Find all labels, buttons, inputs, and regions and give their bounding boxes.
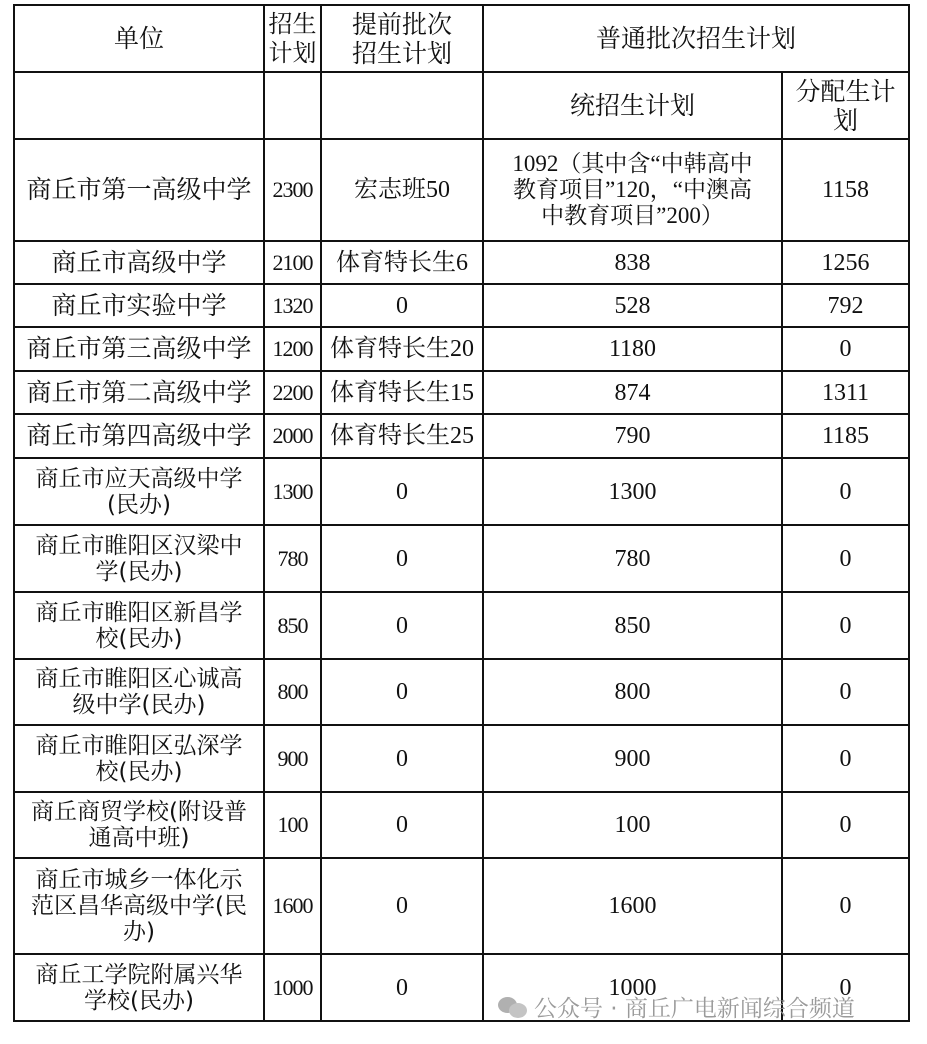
allocation-cell: 0 [782,659,909,725]
table-row [14,414,909,458]
quota-cell: 800 [264,659,321,725]
unit-cell-line: 商丘商贸学校(附设普 [31,799,247,825]
header-empty-cell [321,72,483,139]
unit-cell-line: 学校(民办) [84,987,194,1014]
table-row [14,139,909,241]
unit-cell-line: 级中学(民办) [72,692,206,718]
unit-cell [14,592,264,659]
unit-cell [14,792,264,858]
header-early-line1: 提前批次 [351,9,452,39]
unit-cell-line: 办) [123,919,155,945]
unified-cell: 1600 [483,858,782,954]
table-row [14,592,909,659]
unified-cell-line: 中教育项目”200） [541,203,724,228]
quota-cell: 900 [264,725,321,792]
unit-cell-line: 商丘市睢阳区汉梁中 [35,532,243,559]
unit-cell-line: 商丘市应天高级中学 [35,465,243,492]
early-batch-cell: 0 [321,525,483,592]
unit-cell: 商丘市高级中学 [14,241,264,284]
table-row [14,659,909,725]
allocation-cell: 0 [782,458,909,525]
unit-cell [14,954,264,1021]
unit-cell [14,525,264,592]
allocation-cell: 1185 [782,414,909,458]
table-row [14,458,909,525]
quota-cell: 100 [264,792,321,858]
unified-cell: 790 [483,414,782,458]
unit-cell [14,659,264,725]
header-early-line2: 招生计划 [351,38,452,68]
quota-cell: 1300 [264,458,321,525]
unit-cell: 商丘市实验中学 [14,284,264,327]
early-batch-cell: 0 [321,954,483,1021]
header-unified: 统招生计划 [483,72,782,139]
early-batch-cell: 0 [321,458,483,525]
early-batch-cell: 体育特长生20 [321,327,483,371]
unit-cell-line: 商丘市睢阳区弘深学 [35,732,243,759]
header-row-2 [14,72,909,139]
header-quota-line2: 计划 [268,38,317,67]
allocation-cell: 0 [782,858,909,954]
unified-cell: 838 [483,241,782,284]
unit-cell-line: (民办) [107,491,171,518]
unit-cell [14,858,264,954]
watermark [498,990,855,1023]
early-batch-cell: 0 [321,792,483,858]
unit-cell-line: 学(民办) [95,558,183,585]
early-batch-cell: 0 [321,725,483,792]
unit-cell: 商丘市第四高级中学 [14,414,264,458]
early-batch-cell: 0 [321,284,483,327]
quota-cell: 1000 [264,954,321,1021]
unified-cell: 850 [483,592,782,659]
quota-cell: 2200 [264,371,321,414]
unit-cell [14,725,264,792]
table-row [14,327,909,371]
quota-cell: 2300 [264,139,321,241]
allocation-cell: 0 [782,725,909,792]
quota-cell: 1200 [264,327,321,371]
header-quota-line1: 招生 [268,9,317,38]
early-batch-cell: 体育特长生25 [321,414,483,458]
unit-cell: 商丘市第一高级中学 [14,139,264,241]
header-empty-cell [264,72,321,139]
header-quota [264,5,321,72]
table-row [14,284,909,327]
wechat-icon [498,995,528,1019]
allocation-cell: 0 [782,327,909,371]
table-row [14,792,909,858]
allocation-cell: 1311 [782,371,909,414]
table-row [14,858,909,954]
unified-cell: 874 [483,371,782,414]
header-alloc-line2: 划 [832,105,858,135]
enrollment-plan-table [13,4,910,1022]
quota-cell: 2100 [264,241,321,284]
unified-cell: 900 [483,725,782,792]
unit-cell-line: 通高中班) [88,825,190,851]
allocation-cell: 1158 [782,139,909,241]
early-batch-cell: 0 [321,659,483,725]
early-batch-cell: 体育特长生6 [321,241,483,284]
unified-cell: 1000 [483,954,782,1021]
unit-cell-line: 商丘市睢阳区心诚高 [35,666,243,692]
header-early-batch [321,5,483,72]
header-empty-cell [14,72,264,139]
unified-cell: 100 [483,792,782,858]
unit-cell-line: 校(民办) [95,758,183,785]
unit-cell-line: 范区昌华高级中学(民 [31,893,247,919]
unit-cell-line: 校(民办) [95,625,183,652]
table-row [14,525,909,592]
unit-cell [14,458,264,525]
unified-cell: 800 [483,659,782,725]
quota-cell: 780 [264,525,321,592]
header-regular-batch: 普通批次招生计划 [483,5,909,72]
unified-cell: 780 [483,525,782,592]
header-row-1 [14,5,909,72]
early-batch-cell: 0 [321,858,483,954]
unit-cell-line: 商丘市睢阳区新昌学 [35,599,243,626]
unit-cell-line: 商丘工学院附属兴华 [35,961,243,988]
unified-cell: 528 [483,284,782,327]
unified-cell-line: 1092（其中含“中韩高中 [512,151,753,176]
unified-cell: 1180 [483,327,782,371]
header-unit: 单位 [14,5,264,72]
allocation-cell: 0 [782,592,909,659]
unified-cell: 1300 [483,458,782,525]
allocation-cell: 792 [782,284,909,327]
allocation-cell: 0 [782,525,909,592]
early-batch-cell: 宏志班50 [321,139,483,241]
unified-cell-line: 教育项目”120，“中澳高 [513,177,752,202]
table-row [14,241,909,284]
quota-cell: 1320 [264,284,321,327]
allocation-cell: 1256 [782,241,909,284]
unit-cell: 商丘市第三高级中学 [14,327,264,371]
table-row [14,725,909,792]
early-batch-cell: 体育特长生15 [321,371,483,414]
quota-cell: 2000 [264,414,321,458]
watermark-text: 公众号 · 商丘广电新闻综合频道 [534,996,855,1022]
quota-cell: 1600 [264,858,321,954]
quota-cell: 850 [264,592,321,659]
unified-cell [483,139,782,241]
header-alloc-line1: 分配生计 [795,76,896,106]
early-batch-cell: 0 [321,592,483,659]
header-allocation [782,72,909,139]
unit-cell-line: 商丘市城乡一体化示 [35,867,243,893]
allocation-cell: 0 [782,792,909,858]
table-row [14,371,909,414]
unit-cell: 商丘市第二高级中学 [14,371,264,414]
allocation-cell: 0 [782,954,909,1021]
